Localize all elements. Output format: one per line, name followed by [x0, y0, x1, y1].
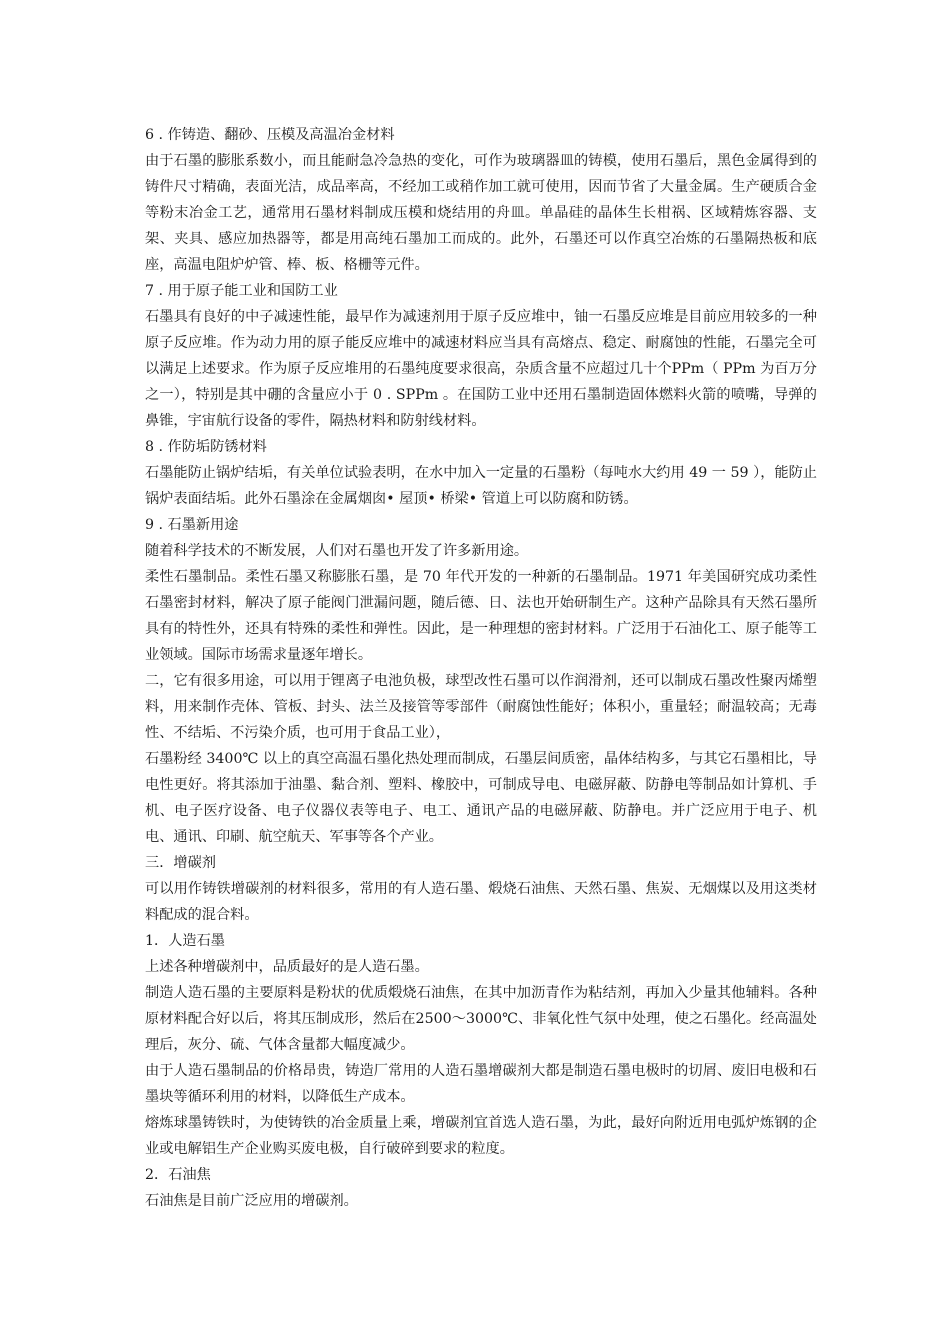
paragraph: 随着科学技术的不断发展，人们对石墨也开发了许多新用途。	[145, 543, 529, 559]
section-heading: 三．增碳剂	[145, 855, 216, 871]
paragraph: 石墨粉经 3400℃ 以上的真空高温石墨化热处理而制成，石墨层间质密，晶体结构多，与其它石墨相比，导电性更好。将其添加于油墨、黏合剂、塑料、橡胶中，可制成导电、电磁屏蔽、防静电等制品如计算机、手机、电子医疗设备、电子仪器仪表等电子、电工、通讯产品的电磁屏蔽、防静电。并广泛应用于电子、机电、通讯、印刷、航空航天、军事等各个产业。	[145, 751, 817, 845]
paragraph: 由于石墨的膨胀系数小，而且能耐急冷急热的变化，可作为玻璃器皿的铸模，使用石墨后，黑色金属得到的铸件尺寸精确，表面光洁，成品率高，不经加工或稍作加工就可使用，因而节省了大量金属。生产硬质合金等粉末冶金工艺，通常用石墨材料制成压模和烧结用的舟皿。单晶硅的晶体生长柑祸、区域精炼容器、支架、夹具、感应加热器等，都是用高纯石墨加工而成的。此外，石墨还可以作真空冶炼的石墨隔热板和底座，高温电阻炉炉管、棒、板、格栅等元件。	[145, 153, 817, 273]
paragraph: 柔性石墨制品。柔性石墨又称膨胀石墨，是 70 年代开发的一种新的石墨制品。1971 年美国研究成功柔性石墨密封材料，解决了原子能阀门泄漏问题，随后德、日、法也开始研制生产。这种产品除具有天然石墨所具有的特性外，还具有特殊的柔性和弹性。因此，是一种理想的密封材料。广泛用于石油化工、原子能等工业领域。国际市场需求量逐年增长。	[145, 569, 817, 663]
paragraph: 制造人造石墨的主要原料是粉状的优质煅烧石油焦，在其中加沥青作为粘结剂，再加入少量其他辅料。各种原材料配合好以后，将其压制成形，然后在2500～3000℃、非氧化性气氛中处理，使之石墨化。经高温处理后，灰分、硫、气体含量都大幅度减少。	[145, 985, 817, 1053]
paragraph: 可以用作铸铁增碳剂的材料很多，常用的有人造石墨、煅烧石油焦、天然石墨、焦炭、无烟煤以及用这类材料配成的混合料。	[145, 881, 817, 923]
paragraph: 二，它有很多用途，可以用于锂离子电池负极，球型改性石墨可以作润滑剂，还可以制成石墨改性聚丙烯塑料，用来制作壳体、管板、封头、法兰及接管等零部件（耐腐蚀性能好；体积小，重量轻；耐温较高；无毒性、不结垢、不污染介质，也可用于食品工业），	[145, 673, 817, 741]
document-body	[145, 122, 817, 1214]
section-heading: 6 . 作铸造、翻砂、压模及高温冶金材料	[145, 127, 395, 143]
paragraph: 上述各种增碳剂中，品质最好的是人造石墨。	[145, 959, 429, 975]
paragraph: 石墨具有良好的中子减速性能，最早作为减速剂用于原子反应堆中，铀一石墨反应堆是目前应用较多的一种原子反应堆。作为动力用的原子能反应堆中的减速材料应当具有高熔点、稳定、耐腐蚀的性能，石墨完全可以满足上述要求。作为原子反应堆用的石墨纯度要求很高，杂质含量不应超过几十个PPm（ PPm 为百万分之一），特别是其中硼的含量应小于 0 . SPPm 。在国防工业中还用石墨制造固体燃料火箭的喷嘴，导弹的鼻锥，宇宙航行设备的零件，隔热材料和防射线材料。	[145, 309, 817, 429]
paragraph: 由于人造石墨制品的价格昂贵，铸造厂常用的人造石墨增碳剂大都是制造石墨电极时的切屑、废旧电极和石墨块等循环利用的材料，以降低生产成本。	[145, 1063, 817, 1105]
section-heading: 7 . 用于原子能工业和国防工业	[145, 283, 338, 299]
paragraph: 熔炼球墨铸铁时，为使铸铁的冶金质量上乘，增碳剂宜首选人造石墨，为此，最好向附近用电弧炉炼钢的企业或电解铝生产企业购买废电极，自行破碎到要求的粒度。	[145, 1115, 817, 1157]
section-heading: 2．石油焦	[145, 1167, 211, 1183]
paragraph: 石墨能防止锅炉结垢，有关单位试验表明，在水中加入一定量的石墨粉（每吨水大约用 49 一 59 ），能防止锅炉表面结垢。此外石墨涂在金属烟囱• 屋顶• 桥梁• 管道上可以防腐和防锈。	[145, 465, 817, 507]
section-heading: 9 . 石墨新用途	[145, 517, 239, 533]
paragraph: 石油焦是目前广泛应用的增碳剂。	[145, 1193, 358, 1209]
section-heading: 8 . 作防垢防锈材料	[145, 439, 267, 455]
section-heading: 1．人造石墨	[145, 933, 225, 949]
